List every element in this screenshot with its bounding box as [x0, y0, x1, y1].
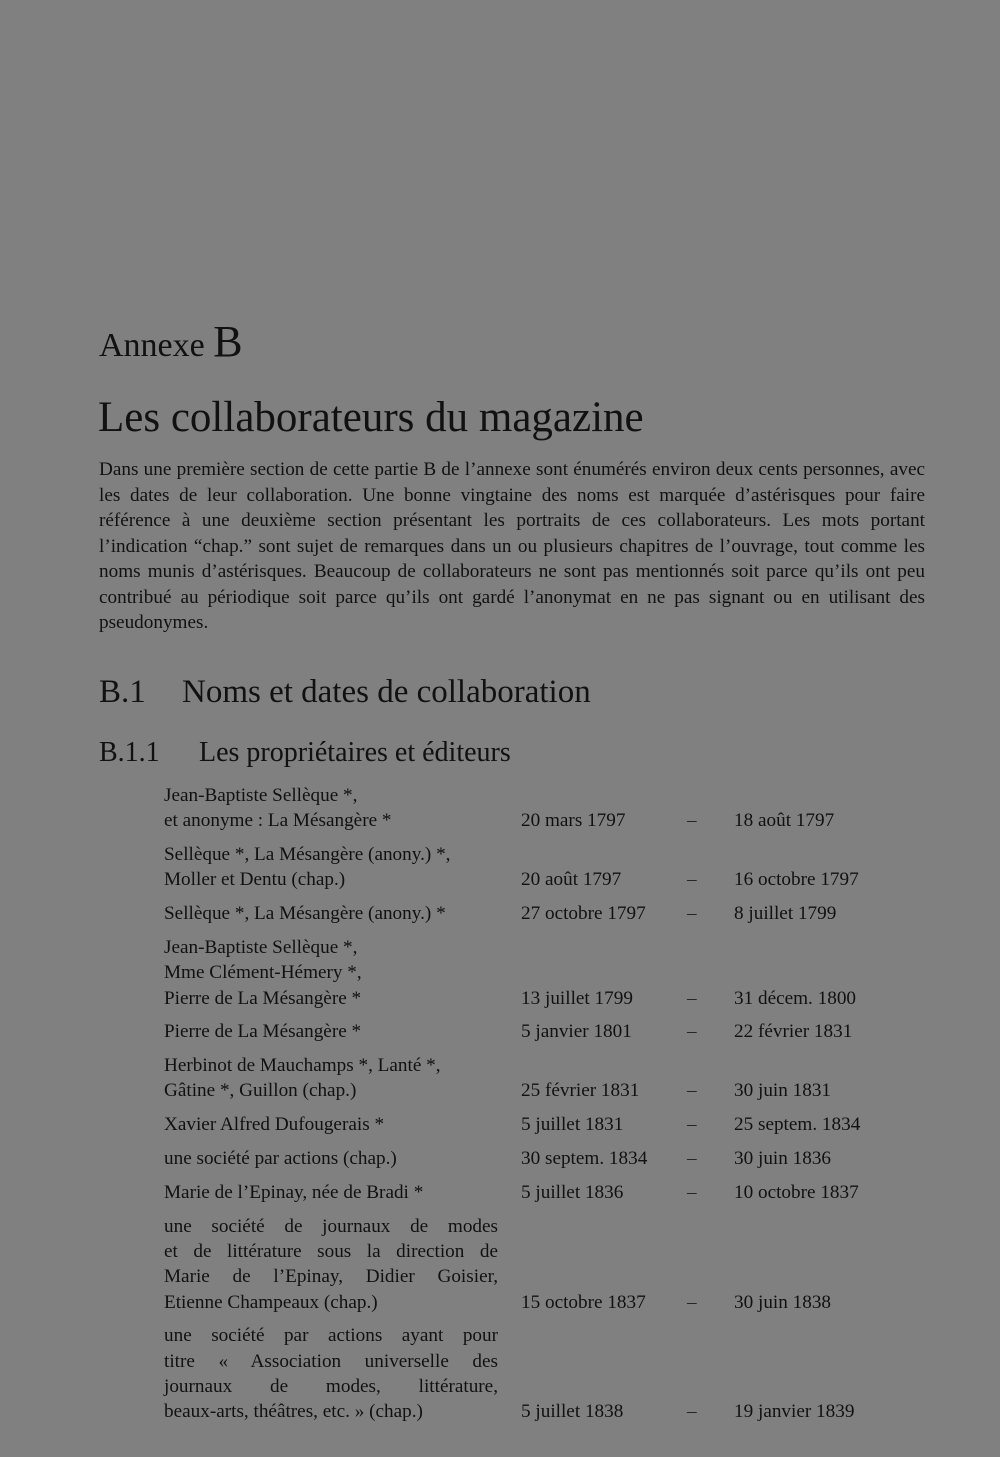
owner-name-line: Pierre de La Mésangère *	[164, 1021, 362, 1043]
owners-table	[164, 783, 924, 1433]
section-heading	[99, 670, 591, 714]
owner-names	[164, 935, 498, 1011]
owner-name-line: Etienne Champeaux (chap.)	[164, 1291, 378, 1313]
owner-row	[164, 783, 924, 834]
owner-name-line: Marie de l’Epinay, Didier Goisier,	[164, 1266, 498, 1288]
owner-name-line: Herbinot de Mauchamps *, Lanté *,	[164, 1055, 441, 1077]
owner-name-line: Sellèque *, La Mésangère (anony.) *,	[164, 844, 451, 866]
start-date: 20 août 1797	[521, 869, 622, 891]
owner-row	[164, 1146, 924, 1171]
date-range-dash: –	[687, 1080, 697, 1102]
chapter-title: Les collaborateurs du magazine	[98, 394, 644, 441]
end-date: 30 juin 1836	[734, 1148, 832, 1170]
end-date: 25 septem. 1834	[734, 1114, 861, 1136]
intro-paragraph: Dans une première section de cette partie B de l’annexe sont énumérés environ deux cents personnes, avec les dates de leur collaboration. Une bonne vingtaine des noms est marquée d’astérisques pour faire référence à une deuxième section présentant les portraits de ces collaborateurs. Les mots portant l’indication “chap.” sont sujet de remarques dans un ou plusieurs chapitres de l’ouvrage, tout comme les noms munis d’astérisques. Beaucoup de collaborateurs ne sont pas mentionnés soit parce qu’ils ont peu contribué au périodique soit parce qu’ils ont gardé l’anonymat en ne pas signant ou en utilisant des pseudonymes.	[99, 459, 925, 633]
owner-row	[164, 1019, 924, 1044]
date-range-dash: –	[687, 1401, 697, 1423]
owner-names	[164, 901, 498, 926]
chapter-label-word: Annexe	[99, 327, 205, 364]
owner-names	[164, 1214, 498, 1315]
owner-names	[164, 1112, 498, 1137]
subsection-title: Les propriétaires et éditeurs	[199, 737, 511, 768]
end-date: 22 février 1831	[734, 1021, 853, 1043]
owner-name-line: Jean-Baptiste Sellèque *,	[164, 936, 358, 958]
owner-name-line: journaux de modes, littérature,	[164, 1375, 498, 1397]
date-range-dash: –	[687, 1291, 697, 1313]
chapter-label	[99, 318, 243, 370]
owner-name-line: et anonyme : La Mésangère *	[164, 810, 392, 832]
owner-row	[164, 842, 924, 893]
owner-name-line: une société par actions (chap.)	[164, 1148, 397, 1170]
owner-row	[164, 1112, 924, 1137]
owner-name-line: Xavier Alfred Dufougerais *	[164, 1114, 385, 1136]
end-date: 18 août 1797	[734, 810, 835, 832]
owner-row	[164, 1214, 924, 1315]
end-date: 8 juillet 1799	[734, 903, 837, 925]
chapter-letter: B	[213, 317, 243, 366]
end-date: 10 octobre 1837	[734, 1181, 859, 1203]
owner-names	[164, 1053, 498, 1104]
end-date: 31 décem. 1800	[734, 987, 857, 1009]
owner-row	[164, 1180, 924, 1205]
owner-name-line: titre « Association universelle des	[164, 1350, 498, 1372]
owner-names	[164, 842, 498, 893]
date-range-dash: –	[687, 1181, 697, 1203]
start-date: 5 juillet 1838	[521, 1401, 624, 1423]
owner-names	[164, 783, 498, 834]
date-range-dash: –	[687, 869, 697, 891]
start-date: 25 février 1831	[521, 1080, 640, 1102]
start-date: 5 juillet 1831	[521, 1114, 624, 1136]
start-date: 27 octobre 1797	[521, 903, 646, 925]
start-date: 20 mars 1797	[521, 810, 626, 832]
owner-name-line: Moller et Dentu (chap.)	[164, 869, 346, 891]
subsection-heading	[99, 734, 511, 772]
owner-row	[164, 1053, 924, 1104]
owner-names	[164, 1019, 498, 1044]
subsection-number: B.1.1	[99, 737, 160, 768]
owner-name-line: Gâtine *, Guillon (chap.)	[164, 1080, 357, 1102]
owner-name-line: Marie de l’Epinay, née de Bradi *	[164, 1181, 424, 1203]
owner-name-line: et de littérature sous la direction de	[164, 1240, 498, 1262]
owner-name-line: Mme Clément-Hémery *,	[164, 962, 362, 984]
end-date: 16 octobre 1797	[734, 869, 859, 891]
date-range-dash: –	[687, 1114, 697, 1136]
owner-row	[164, 901, 924, 926]
date-range-dash: –	[687, 903, 697, 925]
owner-names	[164, 1323, 498, 1424]
owner-names	[164, 1180, 498, 1205]
start-date: 13 juillet 1799	[521, 987, 633, 1009]
date-range-dash: –	[687, 987, 697, 1009]
start-date: 5 janvier 1801	[521, 1021, 632, 1043]
owner-name-line: beaux-arts, théâtres, etc. » (chap.)	[164, 1401, 423, 1423]
start-date: 5 juillet 1836	[521, 1181, 624, 1203]
owner-name-line: Jean-Baptiste Sellèque *,	[164, 785, 358, 806]
date-range-dash: –	[687, 1021, 697, 1043]
owner-name-line: une société par actions ayant pour	[164, 1325, 498, 1347]
owner-name-line: Sellèque *, La Mésangère (anony.) *	[164, 903, 446, 925]
owner-name-line: une société de journaux de modes	[164, 1215, 498, 1237]
end-date: 19 janvier 1839	[734, 1401, 855, 1423]
owner-row	[164, 1323, 924, 1424]
end-date: 30 juin 1838	[734, 1291, 832, 1313]
section-title: Noms et dates de collaboration	[182, 674, 591, 710]
start-date: 30 septem. 1834	[521, 1148, 648, 1170]
owner-names	[164, 1146, 498, 1171]
date-range-dash: –	[687, 810, 697, 832]
owner-name-line: Pierre de La Mésangère *	[164, 987, 362, 1009]
owner-row	[164, 935, 924, 1011]
end-date: 30 juin 1831	[734, 1080, 832, 1102]
section-number: B.1	[99, 674, 146, 710]
start-date: 15 octobre 1837	[521, 1291, 646, 1313]
date-range-dash: –	[687, 1148, 697, 1170]
